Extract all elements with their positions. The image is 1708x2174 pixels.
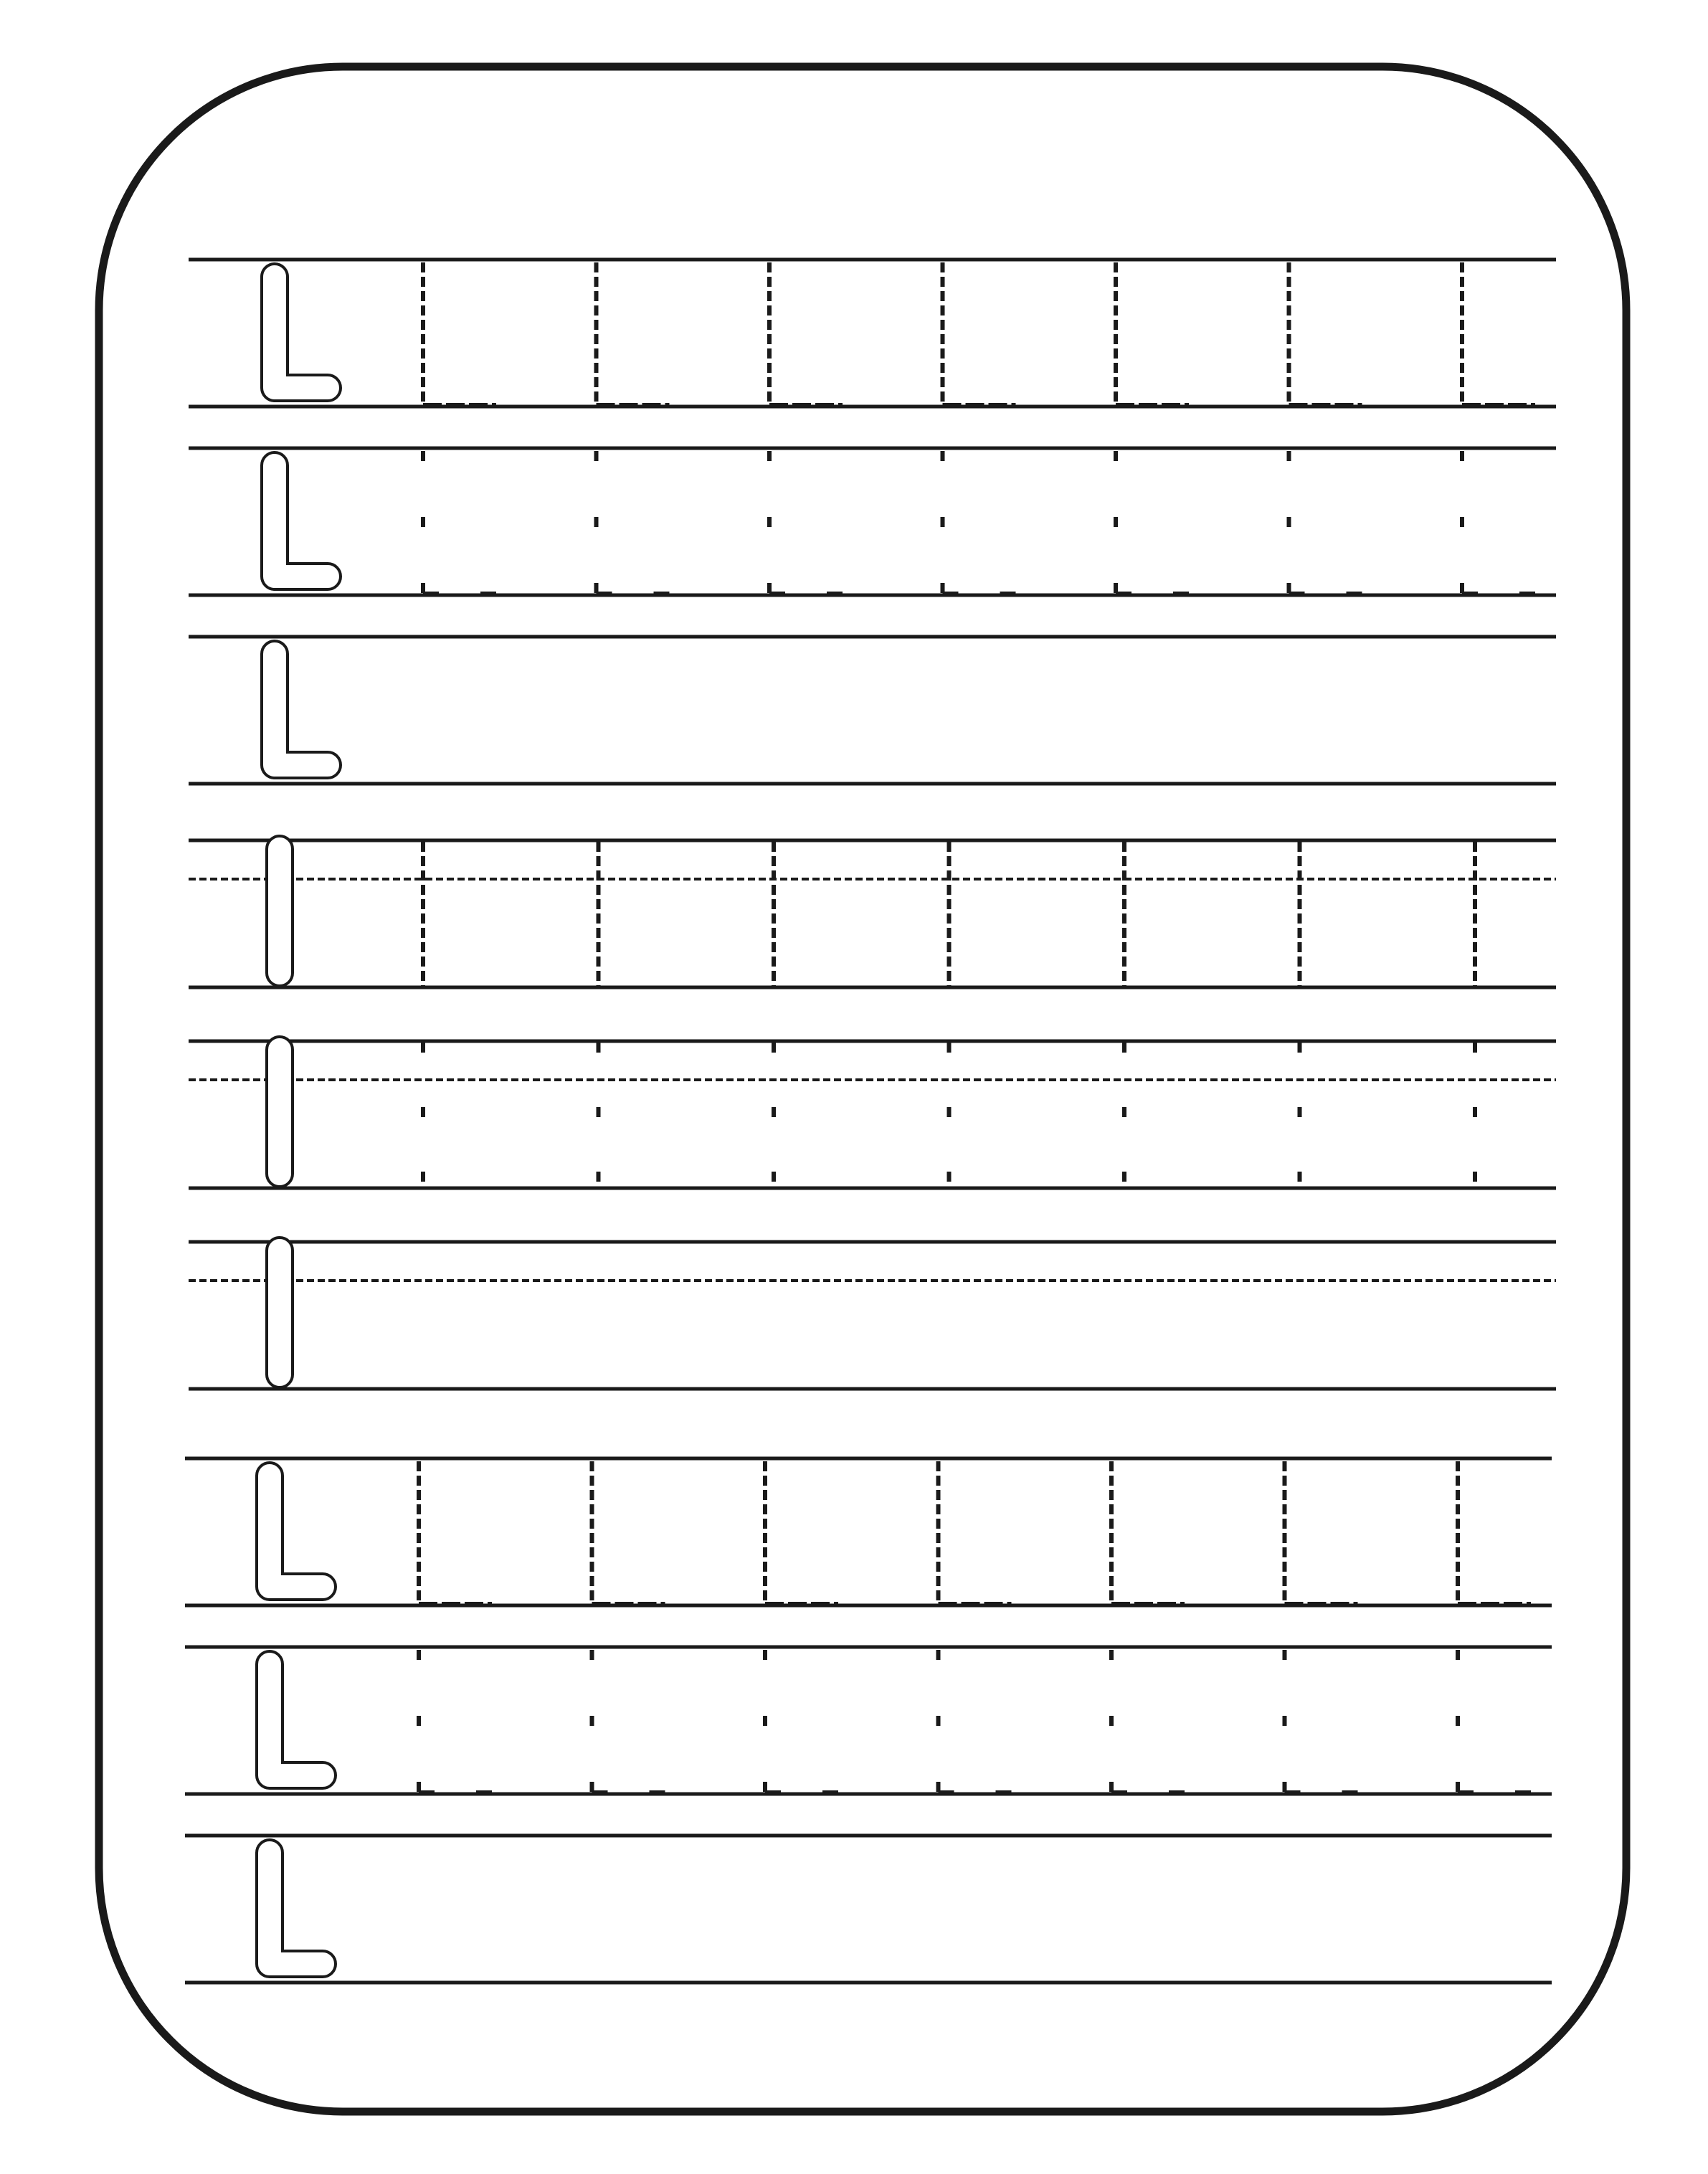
model-letter-lowercase-l [267,1037,293,1187]
model-letter-lowercase-l [267,1238,293,1387]
model-letter-lowercase-l [267,836,293,986]
